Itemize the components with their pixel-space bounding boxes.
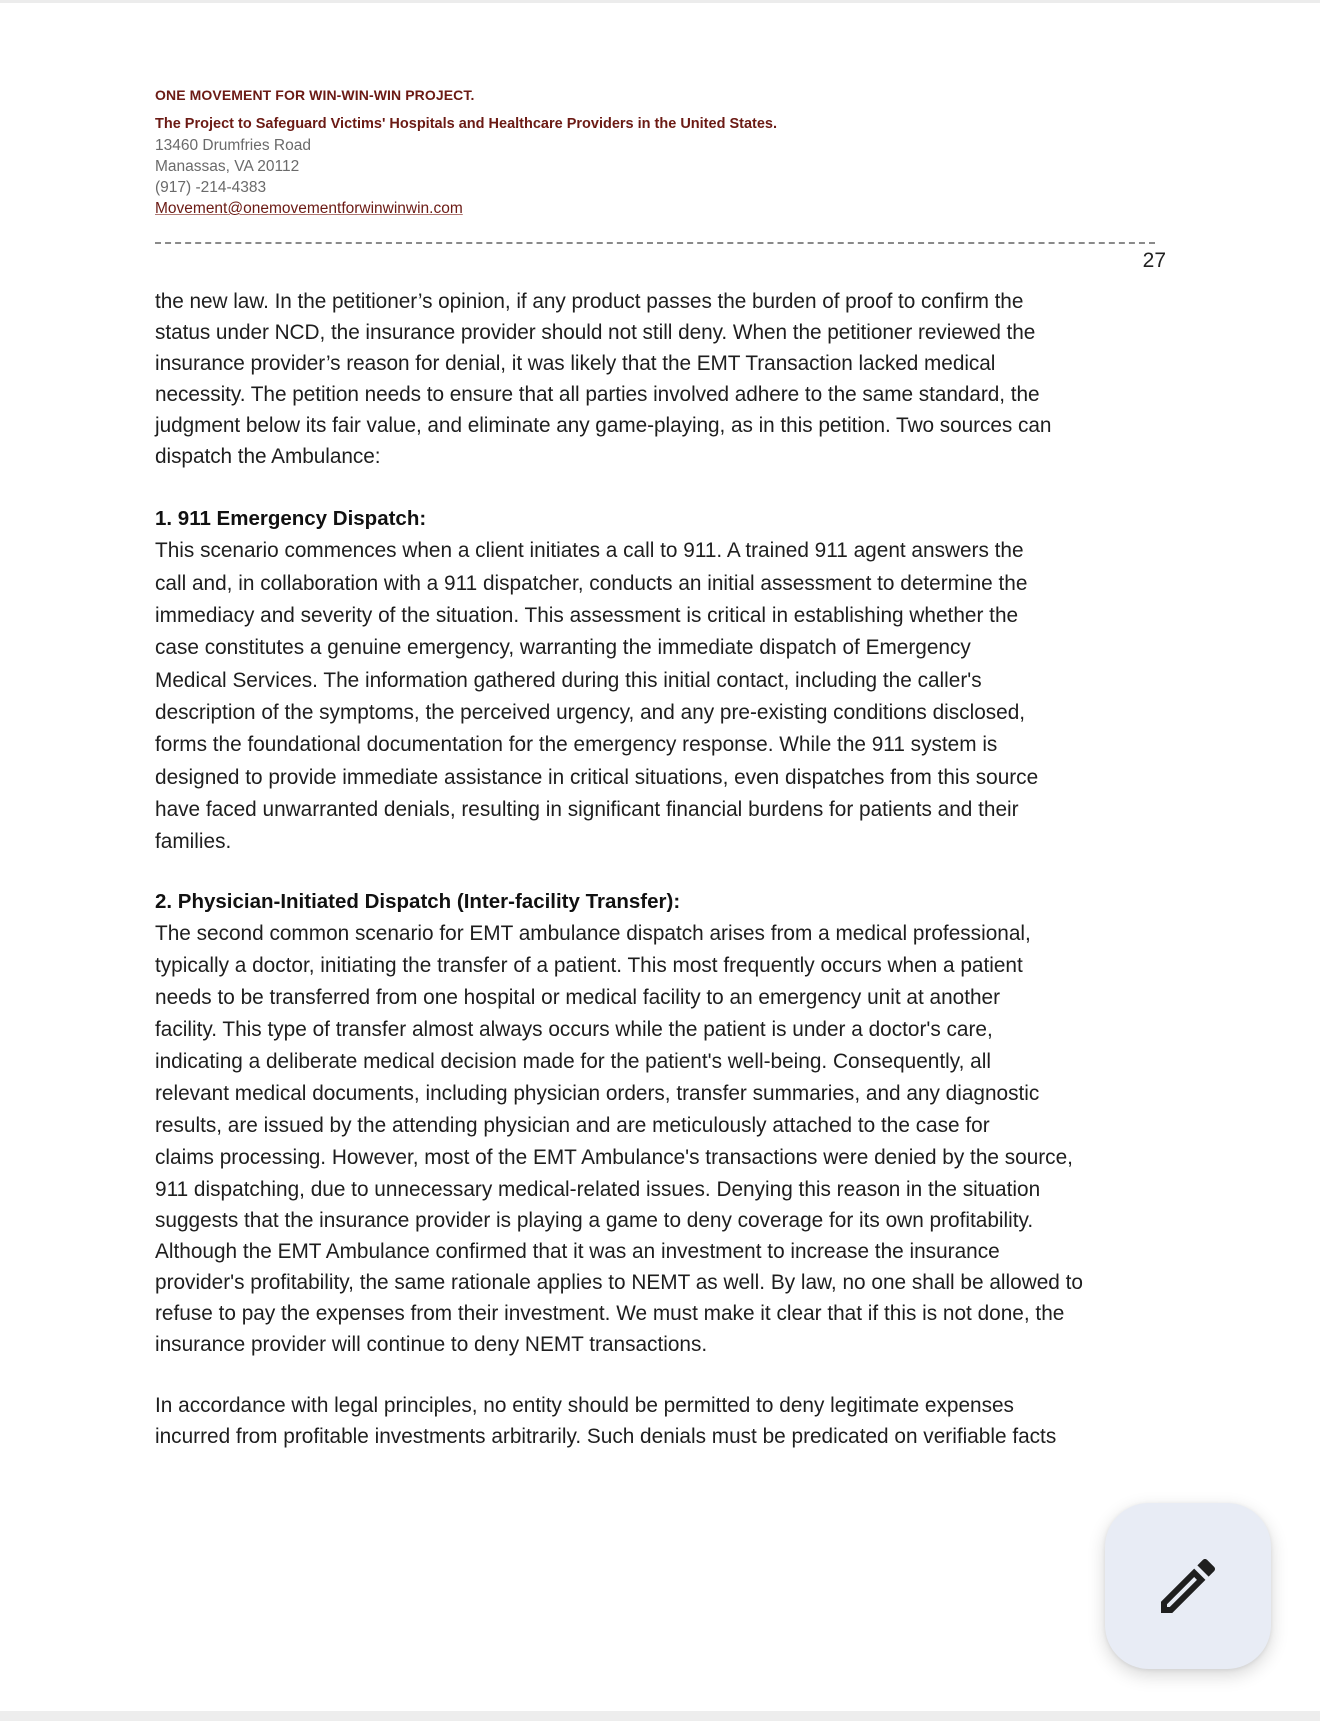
- text-line: have faced unwarranted denials, resulting in significant financial burdens for patients and their: [155, 797, 1019, 821]
- text-line: families.: [155, 830, 232, 854]
- paragraph-spacer: [155, 472, 1175, 503]
- letterhead: [155, 86, 1155, 219]
- text-line: dispatch the Ambulance:: [155, 444, 381, 468]
- text-line: incurred from profitable investments arbitrarily. Such denials must be predicated on verifiable facts: [155, 1424, 1057, 1448]
- section-paragraph: [155, 535, 1175, 858]
- text-line: results, are issued by the attending physician and are meticulously attached to the case for: [155, 1113, 990, 1137]
- organization-tagline: The Project to Safeguard Victims' Hospitals and Healthcare Providers in the United States.: [155, 116, 778, 132]
- section-heading: 2. Physician-Initiated Dispatch (Inter-facility Transfer):: [155, 890, 681, 914]
- text-line: case constitutes a genuine emergency, warranting the immediate dispatch of Emergency: [155, 636, 971, 660]
- text-line: indicating a deliberate medical decision made for the patient's well-being. Consequently, all: [155, 1050, 991, 1074]
- text-line: call and, in collaboration with a 911 dispatcher, conducts an initial assessment to determine the: [155, 571, 1028, 595]
- text-line: insurance provider’s reason for denial, it was likely that the EMT Transaction lacked medical: [155, 351, 996, 375]
- text-line: typically a doctor, initiating the transfer of a patient. This most frequently occurs when a patient: [155, 954, 1023, 978]
- section-physician-dispatch: [155, 886, 1175, 1359]
- closing-paragraph: [155, 1391, 1175, 1453]
- text-line: relevant medical documents, including physician orders, transfer summaries, and any diagnostic: [155, 1081, 1040, 1105]
- text-line: immediacy and severity of the situation. This assessment is critical in establishing whether the: [155, 604, 1019, 628]
- organization-name: ONE MOVEMENT FOR WIN-WIN-WIN PROJECT.: [155, 87, 475, 103]
- text-line: 911 dispatching, due to unnecessary medical-related issues. Denying this reason in the situation: [155, 1177, 1041, 1201]
- pencil-icon: [1152, 1550, 1224, 1622]
- paragraph-spacer: [155, 1360, 1175, 1391]
- section-heading: 1. 911 Emergency Dispatch:: [155, 507, 427, 531]
- header-divider: [155, 242, 1155, 244]
- page-number: 27: [1142, 249, 1166, 272]
- address-city: Manassas, VA 20112: [155, 158, 300, 175]
- text-line: In accordance with legal principles, no entity should be permitted to deny legitimate expenses: [155, 1393, 1014, 1417]
- text-line: the new law. In the petitioner’s opinion, if any product passes the burden of proof to confirm the: [155, 290, 1024, 313]
- text-line: Medical Services. The information gathered during this initial contact, including the caller's: [155, 668, 982, 692]
- text-line: necessity. The petition needs to ensure that all parties involved adhere to the same standard, the: [155, 382, 1040, 406]
- text-line: claims processing. However, most of the EMT Ambulance's transactions were denied by the source,: [155, 1145, 1073, 1169]
- intro-paragraph: [155, 287, 1175, 472]
- section-911-dispatch: [155, 503, 1175, 858]
- text-line: forms the foundational documentation for the emergency response. While the 911 system is: [155, 733, 998, 757]
- text-line: The second common scenario for EMT ambulance dispatch arises from a medical professional,: [155, 922, 1031, 946]
- text-line: provider's profitability, the same rationale applies to NEMT as well. By law, no one shall be allowed to: [155, 1270, 1083, 1294]
- section-paragraph: [155, 918, 1175, 1359]
- document-body: [155, 287, 1175, 1452]
- text-line: suggests that the insurance provider is playing a game to deny coverage for its own profitability.: [155, 1208, 1034, 1232]
- text-line: This scenario commences when a client initiates a call to 911. A trained 911 agent answers the: [155, 539, 1024, 563]
- text-line: description of the symptoms, the perceived urgency, and any pre-existing conditions disclosed,: [155, 700, 1026, 724]
- phone-number: (917) -214-4383: [155, 179, 267, 196]
- text-line: judgment below its fair value, and eliminate any game-playing, as in this petition. Two sources can: [155, 413, 1052, 437]
- text-line: refuse to pay the expenses from their investment. We must make it clear that if this is not done, the: [155, 1301, 1065, 1325]
- edit-fab-button[interactable]: [1105, 1503, 1271, 1669]
- text-line: insurance provider will continue to deny NEMT transactions.: [155, 1332, 708, 1356]
- text-line: designed to provide immediate assistance in critical situations, even dispatches from this source: [155, 765, 1039, 789]
- bottom-edge-bar: [0, 1711, 1320, 1721]
- paragraph-spacer: [155, 858, 1175, 886]
- text-line: Although the EMT Ambulance confirmed that it was an investment to increase the insurance: [155, 1239, 1000, 1263]
- text-line: status under NCD, the insurance provider should not still deny. When the petitioner reviewed the: [155, 320, 1036, 344]
- text-line: facility. This type of transfer almost always occurs while the patient is under a doctor's care,: [155, 1018, 993, 1042]
- text-line: needs to be transferred from one hospital or medical facility to an emergency unit at another: [155, 986, 1001, 1010]
- address-street: 13460 Drumfries Road: [155, 137, 311, 154]
- email-link[interactable]: Movement@onemovementforwinwinwin.com: [155, 200, 463, 217]
